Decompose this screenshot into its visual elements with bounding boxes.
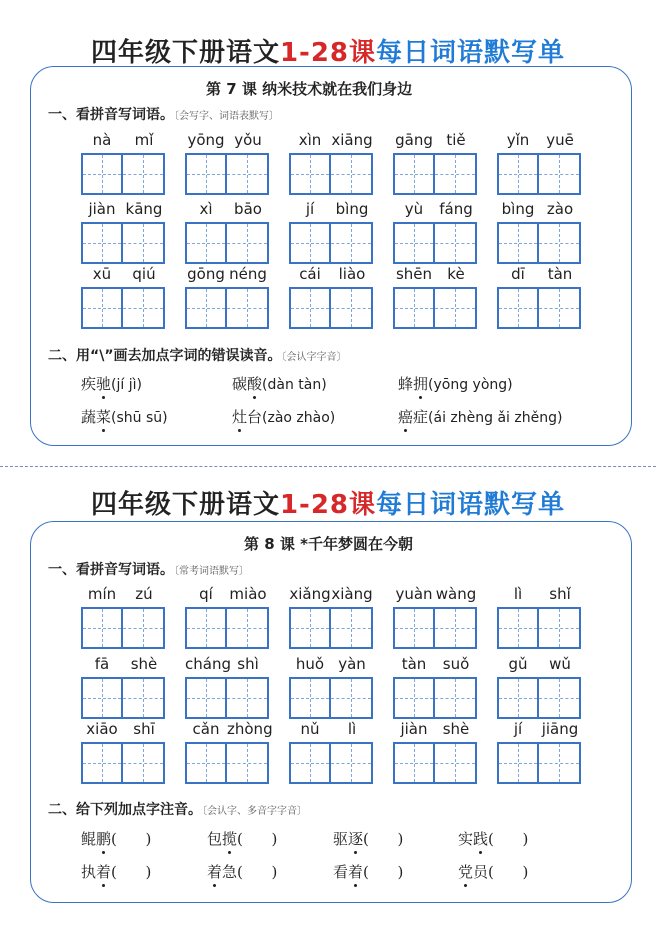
pinyin-syllable: zhòng: [227, 720, 273, 738]
writing-cell[interactable]: [123, 744, 163, 782]
writing-cell[interactable]: [227, 744, 267, 782]
pinyin-syllable: jí: [513, 720, 523, 738]
sheet1-title: [0, 32, 656, 69]
word-char: 着: [96, 863, 112, 881]
writing-cell[interactable]: [187, 289, 227, 327]
writing-cell[interactable]: [291, 609, 331, 647]
phonetic-question[interactable]: [458, 828, 528, 849]
writing-cell[interactable]: [331, 679, 371, 717]
pinyin-options: (ái zhèng ǎi zhěng): [428, 410, 563, 426]
pinyin: [81, 131, 165, 151]
writing-box[interactable]: [81, 153, 165, 195]
pinyin: [185, 200, 269, 220]
writing-cell[interactable]: [123, 609, 163, 647]
pinyin: [81, 265, 165, 285]
phonetic-question[interactable]: [207, 861, 277, 882]
writing-box[interactable]: [497, 222, 581, 264]
pinyin-options: (dàn tàn): [262, 377, 327, 393]
writing-box[interactable]: [185, 607, 269, 649]
writing-cell[interactable]: [83, 609, 123, 647]
pinyin-syllable: wǔ: [549, 655, 571, 673]
pinyin-syllable: yǐn: [506, 131, 530, 149]
pinyin: [289, 265, 373, 285]
answer-blank[interactable]: ( ): [111, 830, 152, 848]
pinyin-syllable: zào: [546, 200, 574, 218]
pinyin-syllable: xiàng: [331, 585, 373, 603]
writing-box[interactable]: [393, 222, 477, 264]
pinyin-syllable: shì: [237, 655, 259, 673]
pronunciation-question[interactable]: [398, 406, 562, 427]
pinyin: [497, 655, 581, 675]
writing-cell[interactable]: [395, 289, 435, 327]
pinyin-syllable: nà: [92, 131, 112, 149]
pinyin: [81, 585, 165, 605]
pinyin-syllable: xiāng: [331, 131, 373, 149]
writing-cell[interactable]: [291, 744, 331, 782]
pinyin: [185, 131, 269, 151]
pinyin-syllable: liào: [338, 265, 366, 283]
pinyin-options: (zào zhào): [262, 410, 336, 426]
sheet2-title-sheet: 每日词语默写单: [376, 490, 566, 520]
sheet2-section2-label: 二、给下列加点字注音。: [48, 802, 202, 818]
writing-cell[interactable]: [435, 744, 475, 782]
writing-box[interactable]: [81, 287, 165, 329]
answer-blank[interactable]: ( ): [488, 863, 529, 881]
writing-cell[interactable]: [227, 155, 267, 193]
writing-cell[interactable]: [539, 224, 579, 262]
writing-cell[interactable]: [331, 224, 371, 262]
writing-box[interactable]: [289, 742, 373, 784]
pinyin: [289, 655, 373, 675]
sheet1-title-ke: 课: [349, 38, 377, 68]
pinyin-syllable: shè: [130, 655, 158, 673]
word-char: 拥: [413, 375, 429, 393]
sheet1-section1-note: 〔会写字、词语表默写〕: [174, 111, 279, 122]
pinyin-syllable: néng: [229, 265, 267, 283]
pinyin-syllable: gāng: [395, 131, 433, 149]
pinyin-syllable: cái: [299, 265, 321, 283]
pinyin: [289, 131, 373, 151]
sheet1-section1-heading: [48, 104, 279, 124]
pinyin-syllable: lì: [347, 720, 357, 738]
pinyin: [185, 720, 273, 740]
writing-box[interactable]: [393, 742, 477, 784]
pinyin-syllable: fáng: [439, 200, 473, 218]
writing-cell[interactable]: [83, 744, 123, 782]
word-char: 台: [247, 408, 263, 426]
pinyin-syllable: qí: [199, 585, 213, 603]
pinyin-syllable: yàn: [338, 655, 366, 673]
writing-box[interactable]: [393, 153, 477, 195]
pinyin-syllable: zú: [135, 585, 153, 603]
pinyin-syllable: xì: [199, 200, 213, 218]
pinyin: [393, 265, 477, 285]
word-char: 驰: [96, 375, 112, 393]
writing-box[interactable]: [185, 153, 269, 195]
sheet2-section2-note: 〔会认字、多音字字音〕: [202, 806, 307, 817]
pinyin-syllable: bìng: [335, 200, 369, 218]
writing-cell[interactable]: [227, 609, 267, 647]
writing-cell[interactable]: [187, 609, 227, 647]
pinyin-syllable: lì: [513, 585, 523, 603]
writing-cell[interactable]: [435, 679, 475, 717]
writing-cell[interactable]: [395, 679, 435, 717]
pronunciation-question[interactable]: [232, 373, 327, 394]
sheet1-title-grade: 四年级下册语文: [90, 38, 280, 68]
writing-box[interactable]: [81, 222, 165, 264]
sheet2-title-ke: 课: [349, 490, 377, 520]
sheet1-title-sheet: 每日词语默写单: [376, 38, 566, 68]
writing-box[interactable]: [289, 607, 373, 649]
writing-cell[interactable]: [291, 289, 331, 327]
writing-cell[interactable]: [331, 155, 371, 193]
pinyin-syllable: wàng: [435, 585, 477, 603]
sheet2-lesson-title: 第 8 课 *千年梦圆在今朝: [244, 535, 413, 553]
pinyin: [289, 200, 373, 220]
cut-divider: [0, 466, 656, 467]
writing-box[interactable]: [289, 222, 373, 264]
pinyin: [185, 655, 269, 675]
writing-box[interactable]: [393, 677, 477, 719]
pinyin: [497, 720, 581, 740]
pinyin-syllable: bāo: [234, 200, 262, 218]
sheet1-title-range: 1-28: [279, 38, 350, 68]
answer-blank[interactable]: ( ): [237, 830, 278, 848]
pinyin: [393, 131, 477, 151]
writing-cell[interactable]: [539, 155, 579, 193]
word-char: 疾: [81, 375, 97, 393]
word-char: 菜: [96, 408, 112, 426]
sheet2-title-grade: 四年级下册语文: [90, 490, 280, 520]
word-char: 鲲: [81, 830, 97, 848]
writing-cell[interactable]: [499, 155, 539, 193]
word-char: 症: [413, 408, 429, 426]
writing-cell[interactable]: [395, 155, 435, 193]
pinyin: [289, 585, 373, 605]
word-char: 鹏: [96, 830, 112, 848]
writing-cell[interactable]: [187, 679, 227, 717]
writing-cell[interactable]: [435, 609, 475, 647]
writing-cell[interactable]: [291, 155, 331, 193]
pronunciation-question[interactable]: [81, 373, 142, 394]
writing-cell[interactable]: [395, 609, 435, 647]
writing-cell[interactable]: [435, 155, 475, 193]
writing-cell[interactable]: [227, 679, 267, 717]
pinyin-syllable: jiāng: [541, 720, 579, 738]
word-char: 着: [207, 863, 223, 881]
writing-cell[interactable]: [291, 224, 331, 262]
pinyin-syllable: kāng: [125, 200, 163, 218]
pinyin-syllable: xiāo: [86, 720, 118, 738]
writing-box[interactable]: [497, 287, 581, 329]
writing-cell[interactable]: [539, 609, 579, 647]
pinyin-syllable: shǐ: [549, 585, 571, 603]
writing-cell[interactable]: [187, 744, 227, 782]
pinyin-options: (jí jì): [111, 377, 142, 393]
pinyin: [497, 585, 581, 605]
word-char: 员: [473, 863, 489, 881]
pinyin: [185, 265, 269, 285]
writing-cell[interactable]: [123, 224, 163, 262]
pronunciation-question[interactable]: [398, 373, 513, 394]
pinyin: [393, 200, 477, 220]
writing-cell[interactable]: [123, 679, 163, 717]
pinyin-syllable: cháng: [185, 655, 231, 673]
pinyin-syllable: yǒu: [234, 131, 262, 149]
word-char: 包: [207, 830, 223, 848]
answer-blank[interactable]: ( ): [237, 863, 278, 881]
word-char: 蔬: [81, 408, 97, 426]
writing-box[interactable]: [185, 287, 269, 329]
writing-cell[interactable]: [395, 744, 435, 782]
writing-cell[interactable]: [539, 289, 579, 327]
pinyin-syllable: dī: [511, 265, 525, 283]
pinyin-syllable: yuē: [546, 131, 574, 149]
writing-cell[interactable]: [123, 289, 163, 327]
word-char: 实: [458, 830, 474, 848]
writing-cell[interactable]: [331, 744, 371, 782]
writing-cell[interactable]: [291, 679, 331, 717]
writing-cell[interactable]: [499, 609, 539, 647]
writing-box[interactable]: [393, 607, 477, 649]
writing-box[interactable]: [81, 607, 165, 649]
pinyin-syllable: gǔ: [508, 655, 528, 673]
word-char: 看: [333, 863, 349, 881]
writing-cell[interactable]: [499, 744, 539, 782]
writing-cell[interactable]: [331, 289, 371, 327]
writing-cell[interactable]: [331, 609, 371, 647]
writing-cell[interactable]: [187, 155, 227, 193]
sheet2-section1-note: 〔常考词语默写〕: [174, 566, 249, 577]
writing-cell[interactable]: [539, 679, 579, 717]
writing-cell[interactable]: [499, 289, 539, 327]
word-char: 党: [458, 863, 474, 881]
pinyin-options: (shū sū): [111, 410, 168, 426]
sheet1-lesson-title: 第 7 课 纳米技术就在我们身边: [206, 80, 413, 98]
pinyin-syllable: fā: [94, 655, 110, 673]
writing-box[interactable]: [185, 742, 269, 784]
pinyin-syllable: xiǎng: [289, 585, 331, 603]
pinyin-syllable: gōng: [187, 265, 225, 283]
writing-cell[interactable]: [83, 289, 123, 327]
answer-blank[interactable]: ( ): [363, 863, 404, 881]
sheet1-section2-label: 二、用“\”画去加点字词的错误读音。: [48, 348, 282, 364]
pinyin-syllable: shēn: [395, 265, 433, 283]
answer-blank[interactable]: ( ): [488, 830, 529, 848]
writing-cell[interactable]: [123, 155, 163, 193]
pinyin-syllable: miào: [229, 585, 267, 603]
pinyin: [497, 131, 581, 151]
pinyin: [185, 585, 269, 605]
pinyin: [497, 265, 581, 285]
writing-cell[interactable]: [227, 289, 267, 327]
phonetic-question[interactable]: [81, 861, 151, 882]
pinyin: [289, 720, 373, 740]
word-char: 驱: [333, 830, 349, 848]
pinyin-syllable: suǒ: [442, 655, 470, 673]
pinyin-syllable: tàn: [547, 265, 573, 283]
sheet2-section1-label: 一、看拼音写词语。: [48, 562, 174, 578]
writing-cell[interactable]: [227, 224, 267, 262]
writing-box[interactable]: [289, 153, 373, 195]
pinyin-syllable: bìng: [501, 200, 535, 218]
pinyin-syllable: cǎn: [192, 720, 220, 738]
phonetic-question[interactable]: [333, 861, 403, 882]
writing-cell[interactable]: [435, 289, 475, 327]
sheet2-title-range: 1-28: [279, 490, 350, 520]
word-char: 蜂: [398, 375, 414, 393]
pinyin: [393, 655, 477, 675]
phonetic-question[interactable]: [458, 861, 528, 882]
sheet1-section2-note: 〔会认字字音〕: [281, 352, 347, 363]
pinyin: [81, 720, 165, 740]
writing-cell[interactable]: [83, 155, 123, 193]
pinyin-options: (yōng yòng): [428, 377, 513, 393]
writing-cell[interactable]: [187, 224, 227, 262]
writing-cell[interactable]: [395, 224, 435, 262]
sheet2-section2-heading: [48, 799, 307, 819]
word-char: 着: [348, 863, 364, 881]
pinyin-syllable: tàn: [401, 655, 427, 673]
phonetic-question[interactable]: [207, 828, 277, 849]
pinyin-syllable: nǔ: [300, 720, 320, 738]
pronunciation-question[interactable]: [81, 406, 168, 427]
writing-box[interactable]: [497, 677, 581, 719]
pinyin: [497, 200, 581, 220]
pinyin-syllable: jiàn: [88, 200, 116, 218]
phonetic-question[interactable]: [81, 828, 151, 849]
pinyin-syllable: shī: [133, 720, 155, 738]
word-char: 践: [473, 830, 489, 848]
writing-box[interactable]: [185, 677, 269, 719]
writing-cell[interactable]: [83, 224, 123, 262]
pinyin-syllable: xū: [92, 265, 112, 283]
word-char: 灶: [232, 408, 248, 426]
pinyin-syllable: mín: [87, 585, 117, 603]
writing-box[interactable]: [289, 677, 373, 719]
writing-cell[interactable]: [499, 679, 539, 717]
pinyin-syllable: mǐ: [134, 131, 154, 149]
answer-blank[interactable]: ( ): [111, 863, 152, 881]
sheet1-section2-heading: [48, 345, 347, 365]
writing-box[interactable]: [289, 287, 373, 329]
word-char: 揽: [222, 830, 238, 848]
writing-box[interactable]: [497, 607, 581, 649]
word-char: 癌: [398, 408, 414, 426]
pinyin-syllable: huǒ: [295, 655, 325, 673]
sheet2-title: [0, 484, 656, 521]
writing-cell[interactable]: [435, 224, 475, 262]
pinyin-syllable: yù: [404, 200, 424, 218]
writing-box[interactable]: [185, 222, 269, 264]
pinyin-syllable: yuàn: [395, 585, 433, 603]
writing-cell[interactable]: [499, 224, 539, 262]
pinyin-syllable: tiě: [446, 131, 466, 149]
pinyin: [393, 585, 477, 605]
pinyin-syllable: jiàn: [400, 720, 428, 738]
writing-box[interactable]: [81, 677, 165, 719]
writing-box[interactable]: [393, 287, 477, 329]
word-char: 碳: [232, 375, 248, 393]
pinyin: [81, 655, 165, 675]
pinyin-syllable: xìn: [298, 131, 322, 149]
sheet2-section1-heading: [48, 559, 249, 579]
pinyin-syllable: qiú: [132, 265, 156, 283]
pinyin: [393, 720, 477, 740]
pinyin-syllable: kè: [447, 265, 465, 283]
word-char: 执: [81, 863, 97, 881]
writing-box[interactable]: [81, 742, 165, 784]
sheet1-section1-label: 一、看拼音写词语。: [48, 107, 174, 123]
pronunciation-question[interactable]: [232, 406, 335, 427]
phonetic-question[interactable]: [333, 828, 403, 849]
pinyin-syllable: yōng: [187, 131, 225, 149]
writing-box[interactable]: [497, 742, 581, 784]
writing-box[interactable]: [497, 153, 581, 195]
writing-cell[interactable]: [83, 679, 123, 717]
writing-cell[interactable]: [539, 744, 579, 782]
answer-blank[interactable]: ( ): [363, 830, 404, 848]
word-char: 酸: [247, 375, 263, 393]
pinyin: [81, 200, 165, 220]
pinyin-syllable: jí: [305, 200, 315, 218]
pinyin-syllable: shè: [442, 720, 470, 738]
word-char: 急: [222, 863, 238, 881]
word-char: 逐: [348, 830, 364, 848]
